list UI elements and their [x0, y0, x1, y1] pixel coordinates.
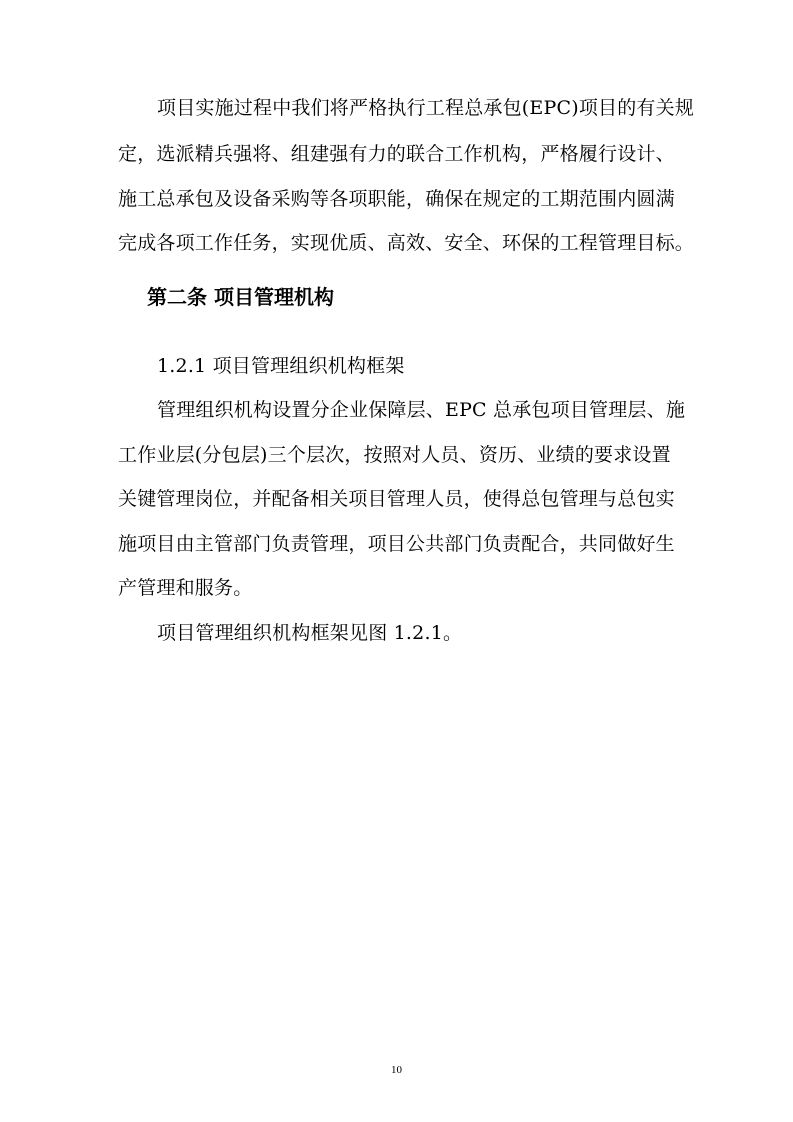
paragraph-2-line-5: 产管理和服务。: [118, 577, 253, 599]
paragraph-2-line-2: 工作业层(分包层)三个层次，按照对人员、资历、业绩的要求设置: [118, 444, 671, 466]
subsection-title: 1.2.1 项目管理组织机构框架: [157, 355, 405, 377]
figure-reference: 项目管理组织机构框架见图 1.2.1。: [157, 622, 463, 644]
paragraph-2-line-3: 关键管理岗位，并配备相关项目管理人员，使得总包管理与总包实: [118, 488, 675, 510]
paragraph-2-line-1: 管理组织机构设置分企业保障层、EPC 总承包项目管理层、施: [157, 399, 686, 421]
paragraph-1-line-2: 定，选派精兵强将、组建强有力的联合工作机构，严格履行设计、: [118, 143, 675, 165]
section-heading: 第二条 项目管理机构: [147, 285, 334, 309]
paragraph-1-line-3: 施工总承包及设备采购等各项职能，确保在规定的工期范围内圆满: [118, 188, 675, 210]
paragraph-2-line-4: 施项目由主管部门负责管理，项目公共部门负责配合，共同做好生: [118, 533, 675, 555]
page-number: 10: [391, 1064, 402, 1076]
paragraph-1-line-1: 项目实施过程中我们将严格执行工程总承包(EPC)项目的有关规: [157, 97, 695, 119]
paragraph-1-line-4: 完成各项工作任务，实现优质、高效、安全、环保的工程管理目标。: [118, 232, 695, 254]
